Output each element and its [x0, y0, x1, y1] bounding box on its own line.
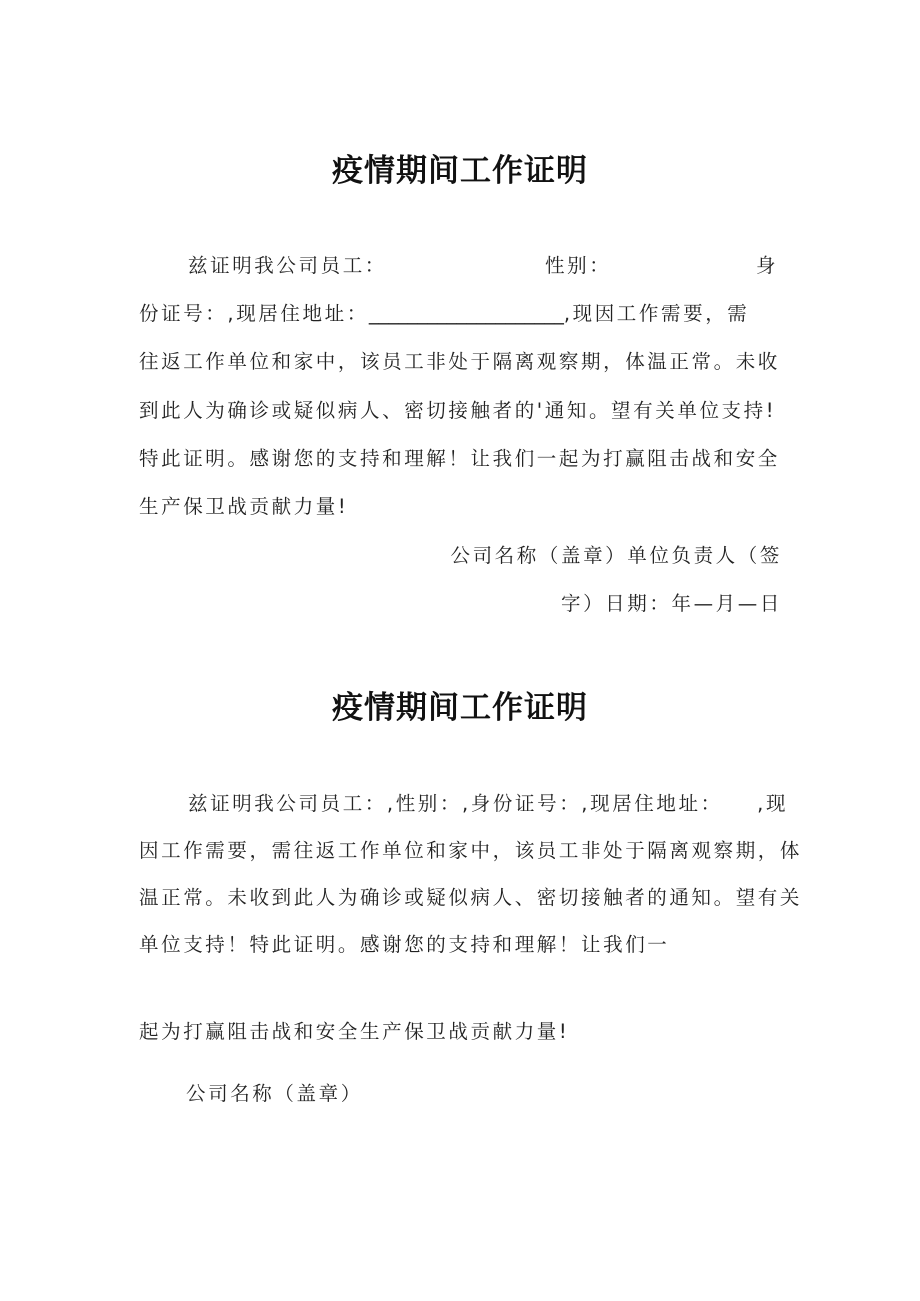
- doc2-signature-line: 公司名称（盖章）: [186, 1082, 363, 1105]
- doc1-paragraph-line: 往返工作单位和家中，该员工非处于隔离观察期，体温正常。未收: [139, 350, 780, 373]
- doc2-paragraph-line: 起为打赢阻击战和安全生产保卫战贡献力量!: [139, 1020, 570, 1043]
- doc1-signature-line: 公司名称（盖章）单位负责人（签: [450, 544, 782, 567]
- doc2-paragraph-line: 单位支持！特此证明。感谢您的支持和理解！让我们一: [139, 933, 670, 956]
- doc2-paragraph-line: 因工作需要，需往返工作单位和家中，该员工非处于隔离观察期，体: [139, 839, 803, 862]
- doc1-paragraph-line: 生产保卫战贡献力量!: [139, 495, 349, 518]
- doc1-title: 疫情期间工作证明: [332, 153, 588, 189]
- doc1-line-employee: 兹证明我公司员工：: [188, 254, 387, 277]
- doc1-id-address-label: 份证号：,现居住地址：: [139, 302, 369, 325]
- doc2-title: 疫情期间工作证明: [332, 690, 588, 726]
- doc1-line-idaddress: [139, 298, 749, 326]
- doc1-address-blank: ____________________: [368, 302, 564, 325]
- doc1-line-shen: 身: [756, 254, 779, 277]
- doc2-paragraph-line: 兹证明我公司员工：,性别：,身份证号：,现居住地址： ,现: [188, 792, 789, 815]
- doc1-date-line: 字）日期：年—月—日: [560, 592, 782, 615]
- doc1-paragraph-line: 特此证明。感谢您的支持和理解！让我们一起为打赢阻击战和安全: [139, 447, 780, 470]
- doc1-line-gender: 性别：: [545, 254, 612, 277]
- doc2-paragraph-line: 温正常。未收到此人为确诊或疑似病人、密切接触者的通知。望有关: [139, 886, 803, 909]
- doc1-reason-text: ,现因工作需要，需: [563, 302, 750, 325]
- doc1-paragraph-line: 到此人为确诊或疑似病人、密切接触者的'通知。望有关单位支持!: [139, 399, 777, 422]
